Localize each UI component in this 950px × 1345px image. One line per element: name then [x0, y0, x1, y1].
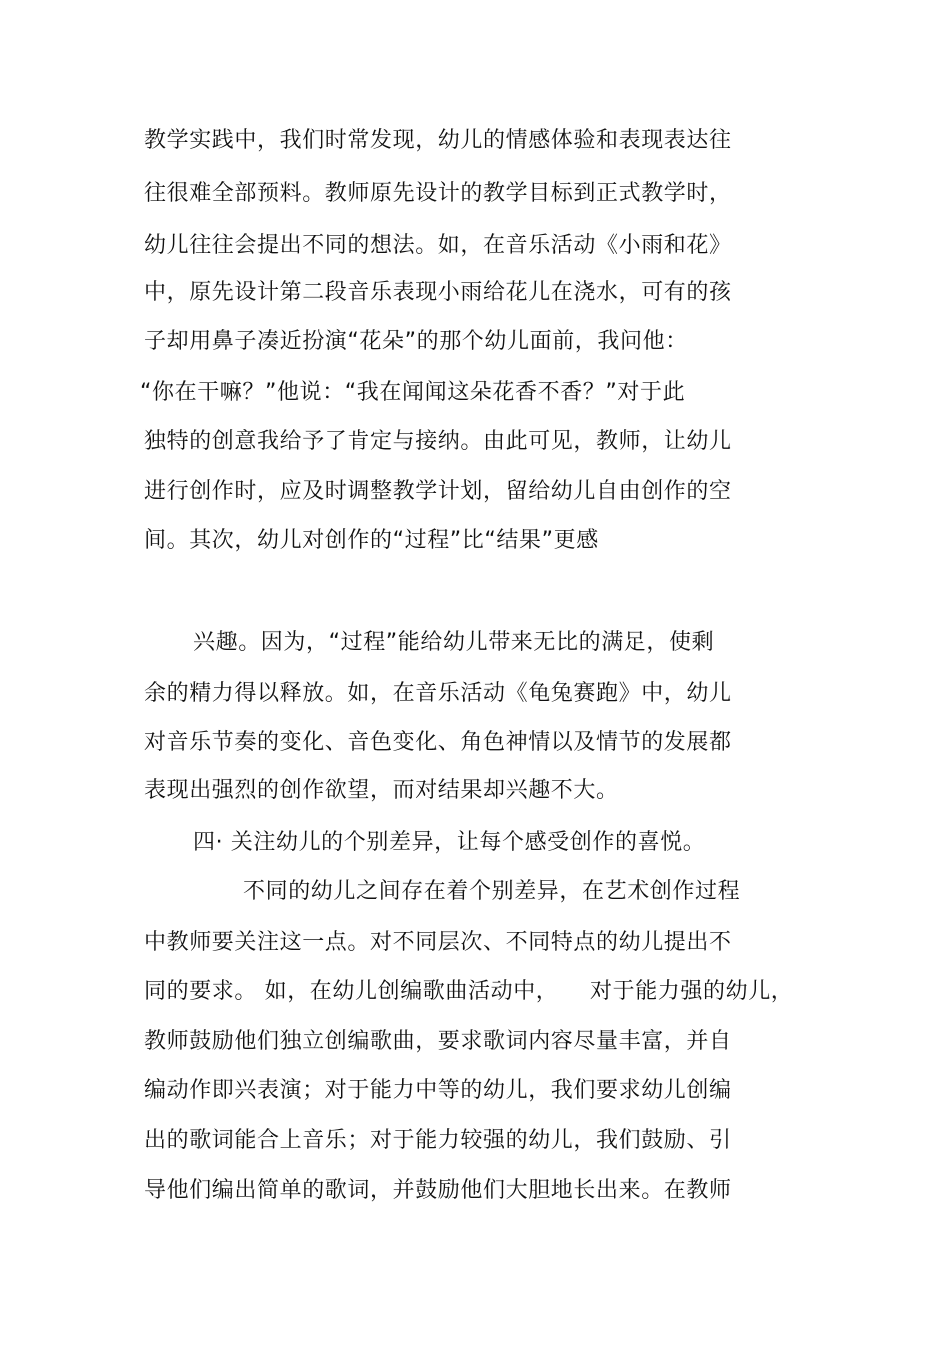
- paragraph-line: 子却用鼻子凑近扮演“花朵”的那个幼儿面前，我问他：: [144, 329, 688, 354]
- paragraph-line: 表现出强烈的创作欲望，而对结果却兴趣不大。: [144, 778, 619, 803]
- section-heading: 四· 关注幼儿的个别差异，让每个感受创作的喜悦。: [193, 830, 706, 855]
- paragraph-line: 余的精力得以释放。如，在音乐活动《龟兔赛跑》中，幼儿: [144, 681, 732, 706]
- paragraph-line: 对于能力强的幼儿，: [590, 979, 794, 1004]
- paragraph-line: 同的要求。 如，在幼儿创编歌曲活动中，: [144, 979, 559, 1004]
- paragraph-line: 中，原先设计第二段音乐表现小雨给花儿在浇水，可有的孩: [144, 280, 732, 305]
- paragraph-line: 不同的幼儿之间存在着个别差异，在艺术创作过程: [243, 879, 741, 904]
- paragraph-line: 进行创作时，应及时调整教学计划，留给幼儿自由创作的空: [144, 479, 732, 504]
- paragraph-line: 导他们编出简单的歌词，并鼓励他们大胆地长出来。在教师: [144, 1178, 732, 1203]
- paragraph-line: 出的歌词能合上音乐；对于能力较强的幼儿，我们鼓励、引: [144, 1128, 732, 1153]
- paragraph-line: 幼儿往往会提出不同的想法。如，在音乐活动《小雨和花》: [144, 233, 732, 258]
- paragraph-line: 独特的创意我给予了肯定与接纳。由此可见，教师，让幼儿: [144, 429, 732, 454]
- paragraph-line: 兴趣。因为，“过程”能给幼儿带来无比的满足，使剩: [193, 630, 715, 655]
- paragraph-line: 往很难全部预料。教师原先设计的教学目标到正式教学时，: [144, 181, 732, 206]
- paragraph-line: 间。其次，幼儿对创作的“过程”比“结果”更感: [144, 528, 599, 553]
- paragraph-line: 教师鼓励他们独立创编歌曲，要求歌词内容尽量丰富，并自: [144, 1029, 732, 1054]
- paragraph-line: 中教师要关注这一点。对不同层次、不同特点的幼儿提出不: [144, 930, 732, 955]
- paragraph-line: “你在干嘛？”他说：“我在闻闻这朵花香不香？”对于此: [140, 380, 686, 405]
- paragraph-line: 教学实践中，我们时常发现，幼儿的情感体验和表现表达往: [144, 128, 732, 153]
- paragraph-line: 编动作即兴表演；对于能力中等的幼儿，我们要求幼儿创编: [144, 1078, 732, 1103]
- paragraph-line: 对音乐节奏的变化、音色变化、角色神情以及情节的发展都: [144, 730, 732, 755]
